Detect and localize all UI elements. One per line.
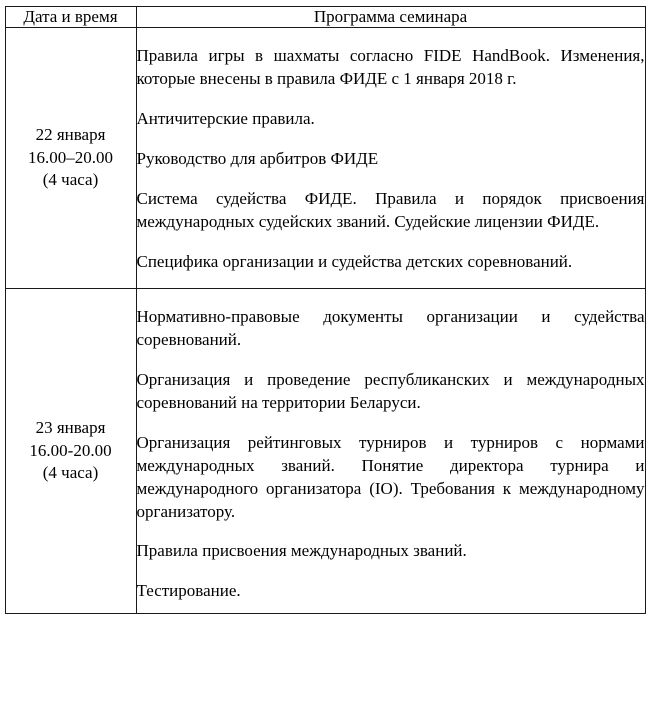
program-paragraph: Правила игры в шахматы согласно FIDE HandBook. Изменения, которые внесены в правила ФИДЕ с 1 января 2018 г. [136,46,645,89]
column-header-date: Дата и время [5,7,136,28]
seminar-schedule-table [5,6,646,614]
column-header-program: Программа семинара [136,7,645,28]
program-paragraph: Античитерские правила. [136,109,315,129]
table-header-row [5,7,645,28]
program-paragraph: Система судейства ФИДЕ. Правила и порядок присвоения международных судейских званий. Судейские лицензии ФИДЕ. [136,189,645,232]
date-time-cell [5,288,136,613]
date-line: 23 января [35,418,106,438]
time-line: 16.00-20.00 [29,440,112,460]
program-paragraph: Тестирование. [136,581,241,601]
program-cell [136,28,645,289]
program-paragraph: Нормативно-правовые документы организации и судейства соревнований. [136,306,645,349]
program-paragraph: Руководство для арбитров ФИДЕ [136,149,379,169]
date-time-cell [5,28,136,289]
duration-line: (4 часа) [42,170,99,190]
table-row [5,288,645,613]
date-line: 22 января [35,125,106,145]
table-row [5,28,645,289]
program-paragraph: Специфика организации и судейства детских соревнований. [136,252,573,272]
program-paragraph: Правила присвоения международных званий. [136,541,467,561]
program-cell [136,288,645,613]
program-paragraph: Организация рейтинговых турниров и турниров с нормами международных званий. Понятие директора турнира и международного организатора (IO). Требования к международному организатору. [136,432,645,521]
program-paragraph: Организация и проведение республиканских и международных соревнований на территории Беларуси. [136,369,645,412]
time-line: 16.00–20.00 [28,147,113,167]
duration-line: (4 часа) [42,463,99,483]
